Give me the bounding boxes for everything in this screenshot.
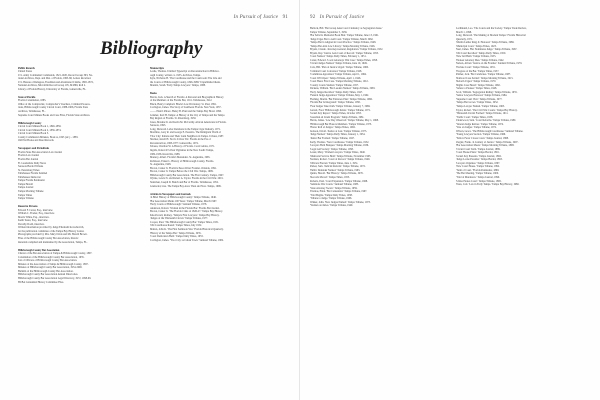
bibliography-entry: 'Criminal Court Convened.' Tampa Tribune, 1928.	[310, 69, 363, 73]
bibliography-entry: Kyle, Nicholas H. 'The Courthouse and the Courtroom: The Life and	[150, 77, 222, 81]
bibliography-entry: Brown, Canter Jr. Tampa Before the Civil War. Tampa, 1999.	[150, 170, 214, 174]
page-title: Bibliography	[100, 38, 203, 59]
bibliography-entry: United States	[18, 70, 32, 74]
bibliography-entry: Kite-Powell, Rodney. 'Tampa's First Lawyers.' Tampa Bay History.	[150, 213, 220, 217]
bibliography-entry: Hillsborough County Bar Association Annual Directories.	[18, 273, 79, 277]
bibliography-entry: Circuit Court Minute Book 3.	[18, 132, 49, 136]
bibliography-entry: Scott, William. 'Segregation Ruling.' Tampa Tribune, 1955.	[456, 90, 518, 94]
bibliography-entry: Office of the Comptroller, Comptroller's Vouchers, Criminal Prosecu-	[18, 102, 91, 106]
bibliography-entry: Neal, James. 'Bar Nominates Judge.' Tampa Tribune, 1967.	[456, 48, 518, 52]
bibliography-entry: 'Judge Named.' Tampa Daily Times, January 1, 1954.	[310, 133, 366, 137]
bibliography-entry: Edward F. Carter, Esq., interview.	[18, 208, 54, 212]
bibliography-entry: Stutzman, Joseph D. Bench and Bar of Florida. Tallahassee, 1952.	[150, 180, 219, 184]
bibliography-entry: Thomas, Ellen. 'Bar Centennial.' Tampa Tribune, 1997.	[310, 190, 368, 194]
bibliography-entry: of the Members of the Florida Bar, 1911. Tallahassee, 1912.	[150, 99, 213, 103]
bibliography-entry: Tampa Tribune, September 5, 1956.	[310, 30, 348, 34]
bibliography-entry: Tampa Morning Tribune	[18, 189, 44, 193]
bibliography-entry: Yates, Carl. 'Law in Early Tampa.' Tampa Bay History, 1980.	[456, 183, 520, 187]
bibliography-entry: 1882-1936. Knoxville, 1988.	[150, 152, 181, 156]
bibliography-entry: 'Lawyers Hold Banquet.' Tampa Morning Tribune, 1936.	[310, 144, 369, 148]
bibliography-entry: Grunwald, Lisa. The Tampa Bay Area: Then and Now. Tampa, 1999.	[150, 184, 222, 188]
bibliography-entry: 'Senior Lawyers Honored.' Tampa Tribune, 1984.	[456, 94, 508, 98]
bibliography-column-3	[310, 27, 442, 208]
bibliography-entry: 'Lawyers Organize.' Tampa Tribune, 1897.	[456, 161, 501, 165]
bibliography-entry: Garrett, Fred. 'Hillsborough Jurists.' Tampa Tribune, 1971.	[310, 108, 371, 112]
bibliography-entry: Tebeau, Charlton W. A History of Florida. Coral Gables, 1971.	[150, 145, 215, 149]
bibliography-entry: Kelly, Thomas. 'New Courthouse.' Tampa Tribune, 1952.	[310, 140, 370, 144]
section-heading: Resource Persons	[18, 205, 38, 209]
bibliography-entry: Tampa Tribune	[18, 197, 34, 201]
bibliography-entry: Hillsborough County Bar Association Legal Directory, 1972, 1998-99.	[18, 276, 92, 280]
bibliography-entry: Covington, James. 'Ybor City: A Cuban Town.' Sunland Tribune, 1982.	[150, 238, 224, 242]
bibliography-entry: Bryant, Claude. 'Attorney-General, Regulation.' Tampa Tribune, 1952.	[310, 48, 384, 52]
bibliography-entry: Black, Henry Campbell. Black's Law Dictionary. St. Paul, 1891.	[150, 102, 217, 106]
bibliography-entry: Lester, Mary. 'Women Lawyers.' Tampa Times, 1940.	[310, 151, 366, 155]
bibliography-entry: Manucy, Albert. Florida's Menendez. St. Augustine, 1965.	[150, 156, 211, 160]
bibliography-entry: Supreme Court Minute Books and Case Files, Florida State Archives.	[18, 113, 91, 117]
bibliography-entry: 'Bar Association Marks 100 Years.' Tampa Tribune, March 1997.	[150, 199, 218, 203]
bibliography-entry: 'Officers Elected.' Tampa Times, June 1, 1951.	[310, 161, 359, 165]
bibliography-entry: Ft. Lauderdale Daily News	[18, 161, 47, 165]
bibliography-entry: Mahon, John K. 'The First Seminole War.' Florida Historical Quarterly.	[150, 228, 224, 232]
bibliography-entry: 'Memorial Service Held.' Tampa Tribune, November 1963.	[310, 154, 371, 158]
bibliography-entry: 'Trial of Murderers.' Tampa Journal, 1890.	[456, 175, 500, 179]
bibliography-entry: 'Salute to Pioneer.' Tampa Times, 1948.	[456, 87, 497, 91]
running-head-right	[310, 15, 364, 20]
bibliography-entry: 'Early Courts of Hillsborough.' Sunland Tribune, 1978.	[150, 203, 207, 207]
bibliography-entry: Brown, Canter Jr. Florida's Peace River Frontier. Orlando, 1991.	[150, 166, 217, 170]
bibliography-entry: Tallahassee Democrat	[18, 175, 41, 179]
bibliography-entry: Bullock, Bill. 'Bar Group Asks Court Clemency as Segregation Issue.'	[310, 27, 383, 30]
bibliography-entry: Covington, James. The Story of Southwest Florida. New York, 1957.	[150, 106, 222, 110]
bibliography-entry: HCBA Centennial History Committee Files.	[18, 280, 64, 284]
bibliography-entry: 'Guardian ad Litem Program.' Tampa Tribune, 1981.	[310, 115, 365, 119]
bibliography-entry: Tampa Journal	[18, 186, 34, 190]
bibliography-entry: Bryant, Ray. 'Justice Gets Court of Record.' Tampa Tribune, 1953.	[310, 51, 379, 55]
entry-spacer	[18, 201, 130, 203]
bibliography-entry: 'Florida Bar Is Integrated.' Tampa Tribune, 1950.	[310, 101, 361, 105]
bibliography-entry: Quarterly, 1971.	[456, 37, 473, 41]
bibliography-entry: Long, Durward. Labor Relations in the Tampa Cigar Industry. 1971.	[150, 127, 221, 131]
bibliography-entry: Taylor, Robert. 'The Civil War Courts.' Tampa Bay History.	[456, 108, 518, 112]
bibliography-entry: Written information provided by Judge Elizabeth Kovachevich,	[18, 226, 84, 230]
page-number: 92	[310, 15, 316, 20]
bibliography-entry: 'United States Court.' Tampa Tribune, 1895.	[456, 179, 502, 183]
bibliography-entry: 'Four Judges Take Oath.' Tampa Tribune, January 7, 1969.	[310, 105, 371, 109]
bibliography-entry: 'State Attorney Sworn.' Tampa Tribune, 1959.	[310, 186, 358, 190]
entry-spacer	[150, 88, 282, 90]
section-heading: Manuscripts	[150, 66, 164, 70]
section-heading: Articles in Newspapers and Journals	[150, 192, 191, 196]
bibliography-entry: Underwood, Sam. 'Court Reforms.' Tampa Tribune, 1980.	[456, 119, 516, 123]
bibliography-entry: 'Thirteenth Circuit Formed.' Tampa Tribune, 1911.	[456, 112, 509, 116]
bibliography-entry: Quinn, Harold. 'Bar History.' Tampa Tribune, 1976.	[310, 172, 364, 176]
bibliography-entry: 'Court Dedication Held.' Tampa Daily Times, 1953.	[150, 235, 204, 239]
bibliography-entry: 'Judge Locke Presides.' Tampa Herald, 1893.	[456, 158, 503, 162]
bibliography-entry: 'County Courts Studied.' Tampa Tribune, 1957.	[310, 83, 359, 87]
running-head-title: In Pursuit of Justice	[233, 15, 279, 20]
bibliography-entry: Anderson, Robert. 'Women in the Florida Bar.' Florida Bar Journal.	[150, 206, 220, 210]
bibliography-entry: 'Court Hears First Case.' Tampa Morning Tribune, 1912.	[310, 80, 369, 84]
bibliography-entry: 'Judge Urges Bar to Aid Court.' Tampa Tribune, March 1962.	[310, 37, 374, 41]
bibliography-entry: Mormino, Gary R. and George E. Pozzetta. The Immigrant World of	[150, 131, 221, 135]
bibliography-entry: Archives, Tallahassee, FL.	[18, 110, 46, 114]
bibliography-entry: tions, Hillsborough County Circuit Court, 1888-1906, Florida State	[18, 106, 88, 110]
bibliography-entry: Jackson, David. 'Justice at Last.' Tampa Tribune, 1975.	[310, 129, 367, 133]
bibliography-entry: Shofner, Jerrell H. Nor Is It Over Yet: Florida in the Era of	[150, 138, 211, 142]
bibliography-entry: County Commission Minutes, Book A, 1845 (sic.) - 1883.	[18, 135, 79, 139]
bibliography-entry: Harris, James. 'Law Day Observed.' Tampa Tribune, May 1, 1968.	[310, 119, 379, 123]
bibliography-entry: Cooper, Paul. 'The Hillsborough County Bar.' Tampa Times, 1951.	[150, 220, 219, 224]
bibliography-entry: List of Officers of Hillsborough County Bar Association.	[18, 259, 78, 263]
entry-spacer	[18, 117, 130, 119]
section-heading: State of Florida	[18, 95, 36, 99]
bibliography-entry: 'Old Courthouse Razed.' Tampa Times, July 1952.	[150, 224, 202, 228]
bibliography-entry: ough County, written ca. 1935. Archives, Tampa.	[150, 73, 201, 77]
bibliography-entry: Files of the Hillsborough County Bar Association, historic	[18, 237, 79, 241]
bibliography-entry: Charter of the Bar Association of Tampa & Hillsborough County, 1897.	[18, 252, 93, 256]
bibliography-entry: Parker, Sam. 'Judicial Reform.' Tampa Tribune, 1972.	[310, 165, 366, 169]
bibliography-entry: Walker, John. 'New Judges Named.' Tampa Tribune, 1973.	[310, 200, 371, 204]
bibliography-entry: Robinson, Ernest L. History of Hillsborough County, Florida.	[150, 159, 214, 163]
bibliography-entry: 'History of the Tampa Bar.' Tampa Tribune, 1935.	[150, 231, 202, 235]
bibliography-entry: the Courts of Hillsborough County, 1846-1988.' Unpublished thesis.	[150, 80, 221, 84]
bibliography-entry: ——. Plant's Palace. Henry B. Plant and the Tampa Bay Hotel. 1990.	[150, 110, 222, 114]
bibliography-column-2	[150, 64, 282, 242]
bibliography-entry: 'Seminole War Courts.' Sunland Tribune, 1985.	[310, 183, 359, 187]
bibliography-entry: Carter, Edward. 'Local Attorneys Win Case.' Tampa Times, 1958.	[310, 58, 378, 62]
bibliography-entry: 'Reform Urged.' Tampa Tribune, 1970.	[456, 80, 497, 84]
bibliography-entry: 'Circuit Court Term.' Tampa Journal, 1889.	[456, 147, 501, 151]
bibliography-entry: 'Hillsborough Bar Honors Members.' Tampa Tribune, 1973.	[310, 122, 372, 126]
bibliography-entry: 'Railroad Case Settled.' Tampa Morning Tribune, 1915.	[456, 76, 514, 80]
bibliography-entry: 'Committee Appointed.' Tampa Tribune, April 1, 1964.	[310, 73, 367, 77]
bibliography-entry: Photographs provided by Mrs. Mary Davis and Mr. Harold Brown.	[18, 233, 88, 237]
section-heading: Hillsborough County Bar Association	[18, 248, 60, 252]
bibliography-entry: Tallahassee Florida Sentinel	[18, 172, 48, 176]
entry-spacer	[18, 91, 130, 93]
bibliography-entry: Morris White, Esq., interview.	[18, 215, 50, 219]
bibliography-entry: Wilson, Grace. 'The Hillsborough Courthouse.' Sunland Tribune.	[456, 129, 524, 133]
bibliography-entry: Ybor City: Italians and Their Latin Neighbors in Tampa. Urbana, 1987.	[150, 134, 224, 138]
bibliography-entry: Lachmund, Leo. 'The Courts and the Society.' Tampa Trade Review,	[456, 27, 527, 30]
bibliography-entry: Norman, Robert. 'Court of Record.' Tampa Tribune, 1949.	[310, 158, 371, 162]
bibliography-entry: 'Rights Case Heard.' Tampa Tribune, 1962.	[456, 83, 501, 87]
bibliography-entry: Tampa Herald	[18, 182, 33, 186]
bibliography-entry: Wynne, Lewis N. and Robert A. Taylor. Florida in the Civil War. 2001.	[150, 177, 224, 181]
bibliography-entry: Constitution of the Hillsborough County Bar Association, 1935.	[18, 255, 85, 259]
bibliography-entry: 'Progress of the Bar.' Tampa Times, 1957.	[456, 69, 500, 73]
bibliography-entry: Dickens, William. 'Bar Leaders Named.' Tampa Tribune, 1963.	[310, 87, 376, 91]
bibliography-entry: 'Women on Juries.' Tampa Tribune, 1949.	[310, 204, 354, 208]
bibliography-entry: 'Tampa Bar Is Aligned in Court Practice.' Tampa Tribune, 1948.	[310, 41, 377, 45]
bibliography-entry: Bulletin of the Hillsborough County Bar Association.	[18, 269, 74, 273]
bibliography-entry: Old Plat Books and Deed Records.	[18, 139, 55, 143]
bibliography-entry: Palmer, Jack. 'Bar Celebrates.' Tampa Tribune, 1987.	[456, 73, 511, 77]
bibliography-entry: 'Supreme Court Visit.' Tampa Tribune, 1977.	[456, 97, 503, 101]
bibliography-entry: 'Tampa Lawyer Named.' Tampa Tribune, 1965.	[456, 105, 505, 109]
bibliography-entry: 'The Bar Meeting.' Tampa Tribune, 1900.	[456, 172, 499, 176]
bibliography-entry: 'Honor Roll of Judges.' Tampa Times, 1962.	[310, 126, 356, 130]
bibliography-entry: materials compiled and maintained by the Association, Tampa, FL.	[18, 240, 88, 244]
bibliography-entry: St. Augustine, 1928.	[150, 163, 172, 167]
bibliography-entry: Bay Region of Florida. St. Petersburg, 1950.	[150, 117, 197, 121]
bibliography-entry: 'Court House Plans.' Tampa Herald, 1891.	[456, 151, 500, 155]
section-heading: Books	[150, 92, 157, 96]
bibliography-entry: 'A Brief History of Hillsborough County.' Tampa Tribune, 1946.	[150, 196, 217, 200]
bibliography-entry: Jones, Maxine D. and Kevin M. McCarthy. African Americans in Florida.	[150, 120, 227, 124]
bibliography-entry: Nelson, Alfred. 'Justice on the Frontier.' Sunland Tribune, 1979.	[456, 62, 523, 66]
bibliography-entry: 'Municipal Court.' Tampa Times, 1923.	[456, 44, 497, 48]
bibliography-entry: Brown, Canter Jr. 'The Florida Crisis of 1826-27.' Tampa Bay History.	[150, 210, 223, 214]
bibliography-entry: Mannix, Sarah. 'Early Tampa Lawyers.' Tampa, 1988.	[150, 84, 206, 88]
bibliography-entry: 'Trial Begins.' Tampa Daily Times, 1938.	[310, 193, 353, 197]
bibliography-entry: 'Martin Luther King Jr. Honored.' Tampa Tribune, 1986.	[456, 41, 515, 45]
entry-spacer	[150, 188, 282, 190]
bibliography-entry: 'New Court House.' Tampa Tribune, 1892.	[456, 165, 500, 169]
bibliography-entry: Circuit Court Minute Book 2, 1856-1874.	[18, 128, 62, 132]
bibliography-entry: Barcia, Jack. A Sketch of Florida: A Personal and Biographical History	[150, 95, 224, 99]
bibliography-entry: Cole, Bill. 'Plan of Justice Urged.' Tampa Tribune, 1960.	[310, 66, 369, 70]
bibliography-entry: 'Bar Association Meets.' Tampa Morning Tribune, 1898.	[456, 144, 515, 148]
bibliography-entry: 'Bar Sells Its Memorial Book Ban.' Tampa Tribune, June 13, 1961.	[310, 34, 380, 38]
bibliography-entry: 'Tampa Bar Aids Law Library.' Tampa Morning Tribune, 1926.	[310, 44, 376, 48]
bibliography-entry: St. Petersburg Times	[18, 168, 40, 172]
bibliography-entry: Tampa Times	[18, 193, 33, 197]
bibliography-entry: March 1, 1998.	[456, 30, 472, 34]
entry-spacer	[18, 143, 130, 145]
bibliography-entry: 'Junior Bar Formed.' Tampa Tribune, 1947.	[310, 136, 355, 140]
entry-spacer	[18, 244, 130, 246]
bibliography-entry: 'Term of Court.' Florida Peninsular, 1868.	[456, 168, 500, 172]
bibliography-entry: Minutes of Hillsborough County Bar Association, 1934-1990.	[18, 266, 83, 270]
bibliography-entry: U.S. Bureau of Refugees, Freedmen and Abandoned Claims, 1865-1872,	[18, 80, 94, 84]
bibliography-entry: 'Yellow Fever Closes Court.' Tampa Journal, 1888.	[456, 136, 509, 140]
bibliography-entry: Ziegler, Frank. 'A Century of Justice.' Tampa Tribune, 1997.	[456, 140, 519, 144]
bibliography-entry: William C. Frazier, Esq., interview.	[18, 212, 55, 216]
bibliography-entry: 'Records Moved.' Tampa Times, 1953.	[310, 175, 350, 179]
bibliography-entry: Sarasota Herald Tribune	[18, 165, 44, 169]
page-number: 91	[282, 15, 288, 20]
bibliography-entry: Leslie, Thomas. Untitled Typescript on Reconstruction in Hillsbor-	[150, 70, 220, 74]
bibliography-entry: Florida Law Journal	[18, 154, 40, 158]
bibliography-entry: Florida State Bar Association Law Journal	[18, 150, 63, 154]
bibliography-entry: 'Veteran Judge Retires.' Tampa Tribune, 1974.	[456, 122, 504, 126]
bibliography-column-1	[18, 64, 130, 284]
right-page	[300, 0, 600, 400]
section-heading: Hillsborough County	[18, 121, 42, 125]
running-head-title: In Pursuit of Justice	[319, 15, 365, 20]
bibliography-entry: 'Tribute to Judge.' Tampa Tribune, 1966.	[310, 197, 352, 201]
bibliography-entry: 'Grand Jury Report.' Tampa Times, October 1955.	[310, 112, 362, 116]
bibliography-entry: Minutes of the Association of Tampa & Hillsborough County, 1897.	[18, 262, 89, 266]
bibliography-entry: 'Old Court Recalled.' Tampa Daily Times, 1950.	[456, 51, 506, 55]
bibliography-entry: 'Probate Court.' Tampa Tribune, 1931.	[456, 66, 496, 70]
bibliography-entry: 'Young Lawyers Section.' Tampa Tribune, 1969.	[456, 133, 506, 137]
bibliography-entry: Dorothy Dodd, interview.	[18, 222, 45, 226]
section-heading: Public Records	[18, 66, 35, 70]
bibliography-entry: 'New Jail Built.' Tampa Tribune, 1955.	[456, 55, 497, 59]
bibliography-entry: 'Legal Aid Society.' Tampa Tribune, 1958.	[310, 147, 354, 151]
bibliography-entry: for the publication committee of the Tampa Bay History Center.	[18, 229, 85, 233]
section-heading: Newspapers and Periodicals	[18, 147, 50, 151]
bibliography-entry: 'Circuit Judges Named.' Tampa Tribune, June 19, 1949.	[310, 62, 368, 66]
bibliography-entry: Long, Durward. 'The Making of Modern Tampa.' Florida Historical	[456, 34, 526, 38]
bibliography-entry: 'Grand Jury Presents.' Tampa Journal, 1892.	[456, 154, 502, 158]
running-head-left	[234, 15, 288, 20]
bibliography-entry: 'Public Defender Named.' Tampa Tribune, 1963.	[310, 168, 361, 172]
bibliography-entry: Fleming, Martin. 'Bar Endorses Plan.' Tampa Tribune, 1966.	[310, 97, 373, 101]
bibliography-entry: 'Court Named.' Tampa Daily Times, February 1, 1951.	[310, 55, 367, 59]
bibliography-entry: tional Archives, Dept. and Dist. of Florida, 1865-68, Letters Received.	[18, 77, 92, 81]
bibliography-entry: Roberts, Paul. 'Court Expansion.' Tampa Tribune, 1968.	[310, 179, 368, 183]
bibliography-entry: Ingalls, Robert P. Urban Vigilantes in the New South: Tampa,	[150, 149, 214, 153]
bibliography-entry: U.S. Army Continental Commands, 1821-1920, Record Group 393, Na-	[18, 73, 93, 77]
bibliography-entry: Keith Tester, Esq., interview.	[18, 219, 48, 223]
bibliography-entry: Hillsborough County Bar Association. The First Century. Tampa, 1997.	[150, 173, 225, 177]
bibliography-column-4	[456, 27, 588, 187]
bibliography-entry: 'Court Will Open.' Tampa Tribune, April 1, 1946.	[310, 76, 361, 80]
bibliography-entry: Florida Bar Journal	[18, 158, 39, 162]
bibliography-entry: Circuit Court Minute Book 1, 1846-1856.	[18, 125, 62, 129]
bibliography-entry: Reconstruction, 1863-1877. Gainesville, 1974.	[150, 141, 199, 145]
bibliography-entry: 'Federal Judge Appointed.' Tampa Tribune, May 1, 1962.	[310, 94, 369, 98]
bibliography-entry: 'Judges of the Thirteenth Circuit.' Tampa Tribune, 1977.	[150, 217, 209, 221]
bibliography-entry: 'Vote on Judges.' Tampa Tribune, 1972.	[456, 126, 497, 130]
bibliography-entry: 'Pioneer Attorney Dies.' Tampa Tribune, 1942.	[456, 58, 505, 62]
bibliography-entry: Library of Florida History, University of Florida, Gainesville, FL.	[18, 87, 87, 91]
bibliography-entry: 'Early Judges Recalled.' Tampa Daily Times, 1947.	[310, 90, 363, 94]
bibliography-entry: Tampa Florida Peninsular	[18, 179, 45, 183]
bibliography-entry: Florida Constitution, 1885.	[18, 99, 47, 103]
bibliography-entry: Sarasota, 1993.	[150, 124, 166, 128]
bibliography-entry: National Archives, Microfilm Record Group 105, M1869, Roll 2.	[18, 84, 86, 88]
bibliography-entry: Grismer, Karl H. Tampa: A History of the City of Tampa and the Tampa	[150, 113, 225, 117]
bibliography-entry: 'Tampa Bar Grows.' Tampa Times, 1952.	[456, 101, 499, 105]
bibliography-entry: 'Traffic Court.' Tampa Times, 1958.	[456, 115, 493, 119]
